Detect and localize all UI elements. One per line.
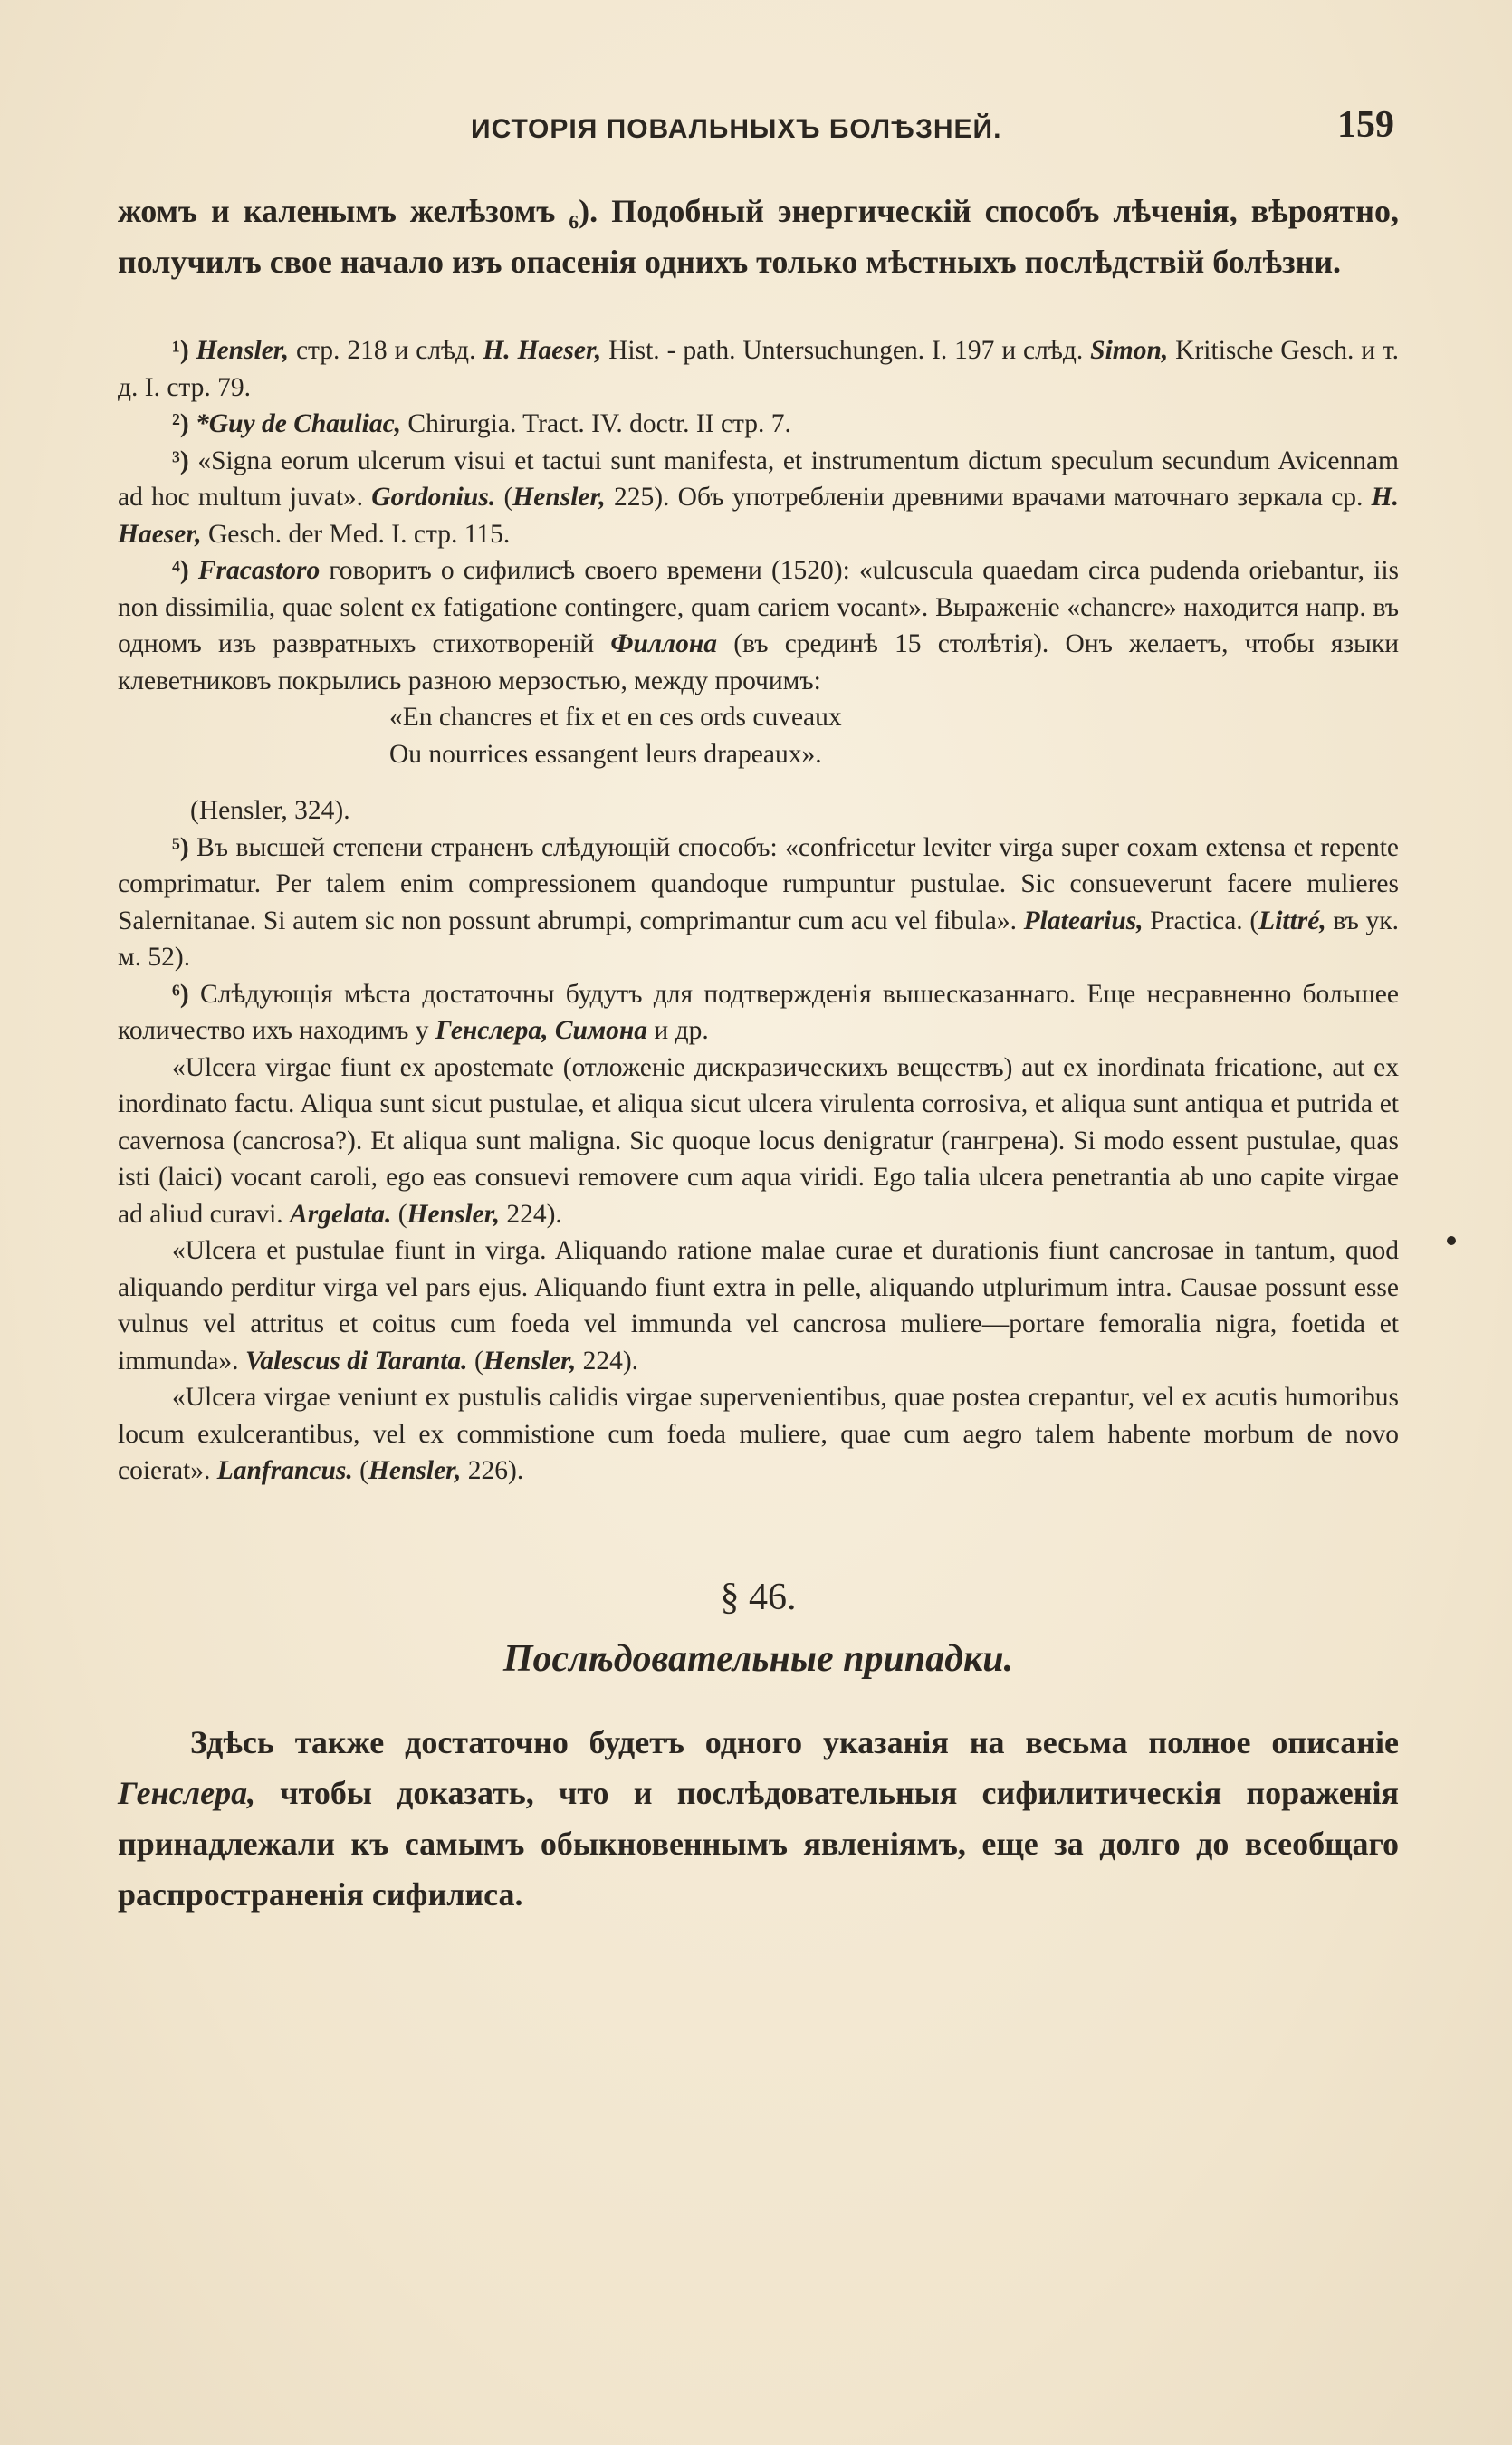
running-title: ИСТОРІЯ ПОВАЛЬНЫХЪ БОЛѢЗНЕЙ. [471,114,1002,144]
footnote-text: 226). [461,1456,524,1485]
page-content [118,186,1399,1920]
footnote-mark: ³) [172,446,189,475]
quotation-lanfrancus [118,1379,1399,1490]
quotation-text: «Ulcera virgae veniunt ex pustulis calidis virgae supervenientibus, quae postea crepantur, vel ex acutis humoribus locum exulcerantibus, vel ex commistione cum foeda muliere, quae cum aegro talem habente morbum de novo coierat». [118,1383,1399,1485]
author-name: Генслера, Симона [435,1016,648,1045]
verse-line-2: Ou nourrices essangent leurs drapeaux». [389,739,822,769]
intro-paragraph: жомъ и каленымъ желѣзомъ ₆). Подобный энергическій способъ лѣченія, вѣроятно, получилъ свое начало изъ опасенія однихъ только мѣстныхъ послѣдствій болѣзни. [118,193,1399,280]
footnote-text: 225). Объ употребленіи древними врачами маточнаго зеркала ср. [605,483,1372,512]
author-name: Argelata. [290,1199,392,1229]
section-number: § 46. [720,1576,797,1618]
author-name: Hensler, [407,1199,500,1229]
author-name: Hensler, [196,336,290,365]
footnote-text: ( [391,1199,407,1229]
author-name: Lanfrancus. [216,1456,353,1485]
author-name: Hensler, [368,1456,462,1485]
footnote-reference: (Hensler, 324). [190,796,350,825]
footnote-mark: ⁵) [172,832,189,862]
author-name: H. Haeser, [118,483,1399,549]
quotation-text: «Ulcera et pustulae fiunt in virga. Aliquando ratione malae curae et durationis fiunt cancrosae in tantum, quod aliquando perditur virga vel pars ejus. Aliquando fiunt extra in pelle, aliquando utplurimum intra. Causae possunt esse vulnus vel attritus et coitus cum foeda vel immunda vel cancrosa muliere—portare femoralia nigra, foetida et immunda». [118,1236,1399,1376]
section-title: Послѣдовательные припадки. [502,1637,1014,1680]
footnote-5 [118,829,1399,976]
section-paragraph [118,1717,1399,1920]
author-name: Platearius, [1023,906,1144,935]
footnote-mark: ²) [172,409,189,438]
quotation-text: «Ulcera virgae fiunt ex apostemate (отложеніе дискразическихъ веществъ) aut ex inordinata fricatione, aut ex inordinato factu. Aliqua sunt sicut pustulae, et aliqua sicut ulcera virulenta corrosiva, et aliqua sunt antiqua et putrida et cavernosa (cancrosa?). Et aliqua sunt maligna. Sic quoque locus denigratur (гангрена). Si modo essent pustulae, quas isti (laici) vocant caroli, ego eas consuevi removere cum aqua viridi. Ego talia ulcera penetrantia ab uno capite virgae ad aliud curavi. [118,1052,1399,1229]
footnote-mark: ⁴) [172,556,189,585]
footnote-1 [118,332,1399,406]
footnote-text: говоритъ о сифилисѣ своего времени (1520): «ulcuscula quaedam circa pudenda oriebantur, iis non dissimilia, quae solent ex fatigatione contingere, quam cariem vocant». Выраженіе «chancre» находится напр. въ одномъ изъ развратныхъ стихотвореній [118,556,1399,658]
footnote-text: ( [495,483,513,512]
footnote-4 [118,552,1399,699]
author-name: H. Haeser, [483,336,602,365]
footnote-text: Hist. - path. Untersuchungen. I. 197 и слѣд. [601,336,1091,365]
footnote-text: ( [467,1346,483,1376]
author-name: Hensler, [483,1346,577,1376]
author-name: Valescus di Taranta. [244,1346,468,1376]
footnote-text: 224). [499,1199,562,1229]
footnote-mark: ¹) [172,336,189,365]
author-name: *Guy de Chauliac, [196,409,402,438]
footnote-text: (въ срединѣ 15 столѣтія). Онъ желаетъ, чтобы языки клеветниковъ покрылись разною мерзостью, между прочимъ: [118,629,1399,695]
verse-line-1: «En chancres et fix et en ces ords cuveaux [389,703,842,732]
footnote-text: Kritische Gesch. и т. д. I. стр. 79. [118,336,1399,402]
author-name: Gordonius. [371,483,496,512]
footnote-text: 224). [576,1346,639,1376]
footnote-text: въ ук. м. 52). [118,906,1399,972]
quotation-valescus [118,1232,1399,1379]
footnotes [118,332,1399,1490]
footnote-text: стр. 218 и слѣд. [289,336,483,365]
paragraph-text: Здѣсь также достаточно будетъ одного указанія на весьма полное описаніе [190,1723,1399,1760]
author-name: Hensler, [512,483,606,512]
footnote-2 [118,406,1399,443]
footnote-text: Слѣдующія мѣста достаточны будутъ для подтвержденія вышесказаннаго. Еще несравненно большее количество ихъ находимъ у [118,979,1399,1045]
footnote-6 [118,976,1399,1050]
footnote-text: Gesch. der Med. I. стр. 115. [201,519,511,549]
author-name: Simon, [1090,336,1169,365]
footnote-text: Въ высшей степени страненъ слѣдующій способъ: «confricetur leviter virga super coxam extensa et repente comprimatur. Per talem enim compressionem quandoque rumpuntur pustulae. Sic consueverunt facere mulieres Salernitanae. Si autem sic non possunt abrumpi, comprimantur cum acu vel fibula». [118,832,1399,935]
author-name: Филлона [610,629,718,658]
footnote-3 [118,443,1399,553]
author-name: Генслера, [118,1774,256,1811]
author-name: Littré, [1258,906,1326,935]
page-header [118,98,1394,152]
author-name: Fracastoro [197,556,321,585]
footnote-text: и др. [647,1016,709,1045]
margin-ink-dot [1447,1236,1456,1245]
page-number: 159 [1337,104,1394,146]
footnote-text: Practica. ( [1143,906,1259,935]
footnote-text: Chirurgia. Tract. IV. doctr. II стр. 7. [401,409,791,438]
quotation-argelata [118,1050,1399,1233]
footnote-text: ( [352,1456,368,1485]
footnote-text: «Signa eorum ulcerum visui et tactui sunt manifesta, et instrumentum dictum speculum secundum Avicennam ad hoc multum juvat». [118,446,1399,512]
footnote-mark: ⁶) [172,979,189,1009]
paragraph-text: чтобы доказать, что и послѣдовательныя сифилитическія пораженія принадлежали къ самымъ обыкновеннымъ явленіямъ, еще за долго до всеобщаго распространенія сифилиса. [118,1774,1399,1913]
